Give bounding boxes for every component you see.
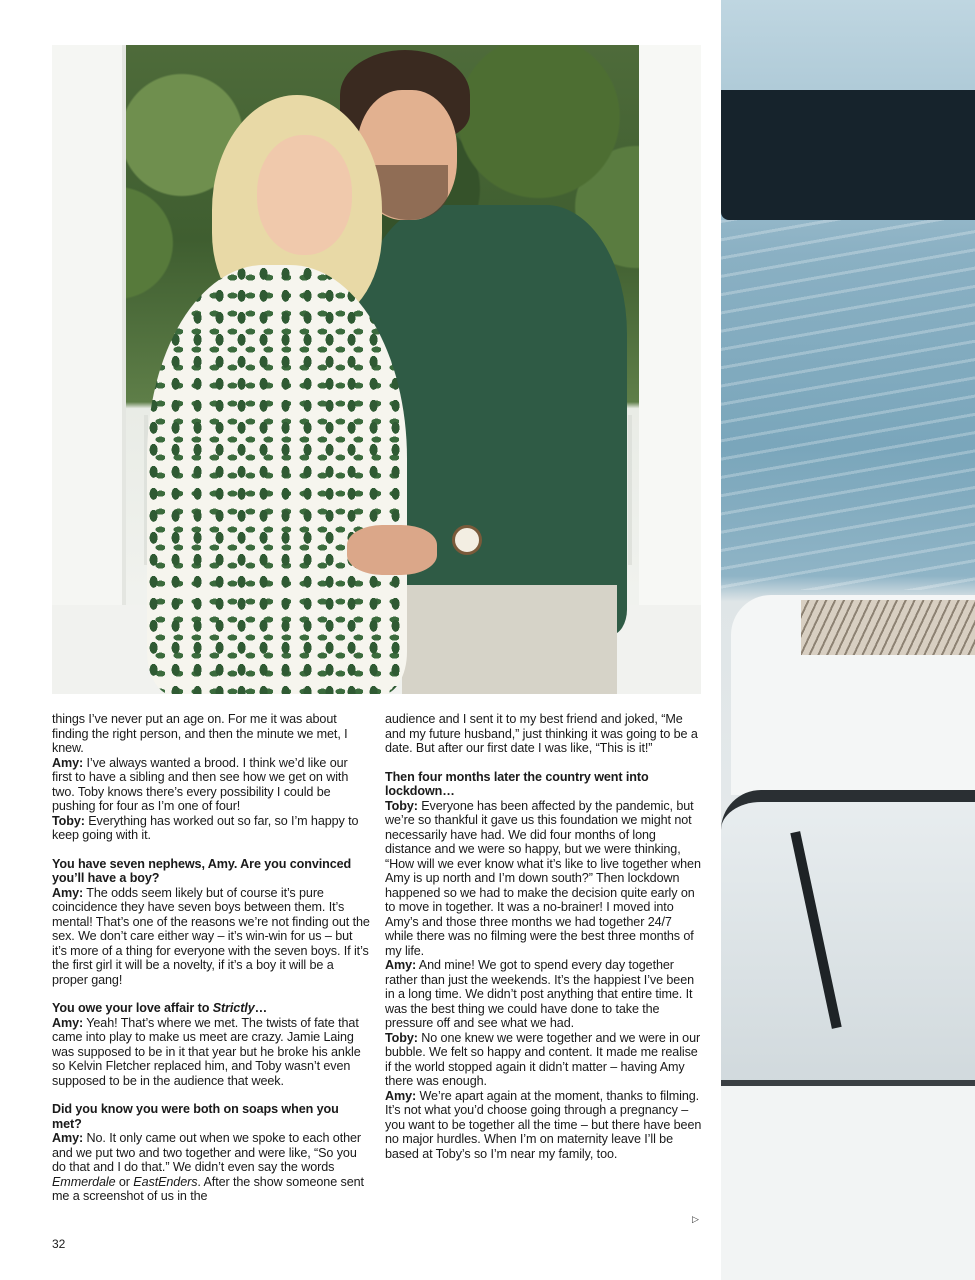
speaker-label: Amy: xyxy=(52,1131,84,1145)
answer-text: The odds seem likely but of course it’s pure coincidence they have seven boys between them. It’s mental! That’s one of the reasons we’re not finding out the sex. We don’t care either way – it’s win-win for us – but it’s more of a thing for everyone with the seven boys. If it’s the first girl it will be a novelty, if it’s a boy it will be a proper gang! xyxy=(52,885,370,987)
show-title: EastEnders xyxy=(133,1174,198,1189)
article-column-left xyxy=(52,712,370,1204)
question-heading xyxy=(52,1001,370,1016)
paragraph xyxy=(52,756,370,814)
woman-dress xyxy=(147,265,407,694)
answer-text: . After the show someone sent me a screenshot of us in the xyxy=(52,1174,364,1203)
question-text: You owe your love affair to xyxy=(52,1001,213,1015)
boat-hull xyxy=(721,1080,975,1280)
speaker-label: Amy: xyxy=(52,885,84,900)
paragraph xyxy=(385,958,703,1031)
speaker-label: Amy: xyxy=(52,1015,84,1030)
paragraph xyxy=(52,814,370,843)
page-number: 32 xyxy=(52,1237,66,1251)
answer-text: We’re apart again at the moment, thanks to filming. It’s not what you’d choose going through a pregnancy – you want to be together all the time – but there have been no major hurdles. When I’m on maternity leave I’ll be based at Toby’s so I’m near my family, too. xyxy=(385,1088,702,1161)
paragraph xyxy=(52,886,370,988)
paragraph xyxy=(52,1131,370,1204)
question-heading: You have seven nephews, Amy. Are you convinced you’ll have a boy? xyxy=(52,856,352,885)
window-frame-left xyxy=(52,45,126,605)
boat-cover xyxy=(721,90,975,220)
answer-text: No. It only came out when we spoke to each other and we put two and two together and were like, “So you do that and I do that.” We didn’t even say the words xyxy=(52,1131,362,1174)
paragraph xyxy=(385,1089,703,1162)
water xyxy=(721,220,975,590)
paragraph: things I’ve never put an age on. For me it was about finding the right person, and then the minute we met, I knew. xyxy=(52,712,348,755)
answer-text: No one knew we were together and we were in our bubble. We felt so happy and content. It made me realise if the world stopped again it didn’t matter – having Amy there was enough. xyxy=(385,1030,701,1088)
speaker-label: Amy: xyxy=(385,958,417,972)
man-trousers xyxy=(402,585,617,694)
couple-portrait-photo xyxy=(52,45,701,694)
question-heading: Then four months later the country went into lockdown… xyxy=(385,769,649,798)
answer-text: Everything has worked out so far, so I’m happy to keep going with it. xyxy=(52,813,359,842)
paragraph xyxy=(52,1016,370,1089)
answer-text: Everyone has been affected by the pandemic, but we’re so thankful it gave us this foundation we might not necessarily have had. We did four months of long distance and we were so happy, but we were thinking, “How will we ever know what it’s like to live together when Amy is up north and I’m down south?” Then lockdown happened so we had to make the decision quite early on to move in together. It was a no-brainer! I moved into Amy’s and those three months we had together 24/7 while there was no filming were the best three months of my life. xyxy=(385,798,701,958)
speaker-label: Toby: xyxy=(52,813,85,828)
question-heading: Did you know you were both on soaps when you met? xyxy=(52,1102,339,1131)
question-show-title: Strictly xyxy=(212,1001,255,1015)
speaker-label: Amy: xyxy=(385,1088,417,1103)
answer-text: And mine! We got to spend every day together rather than just the weekends. It’s the happiest I’ve been in a long time. We didn’t post anything that entire time. It was the best thing we could have done to take the pressure off and see what we had. xyxy=(385,958,695,1030)
article-column-right xyxy=(385,712,703,1161)
paragraph xyxy=(385,1031,703,1089)
woman-face xyxy=(257,135,352,255)
window-frame-right xyxy=(639,45,701,694)
answer-text: I’ve always wanted a brood. I think we’d like our first to have a sibling and then see how we get on with two. Toby knows there’s every possibility I could be pushing for four as I’m one of four! xyxy=(52,755,349,813)
question-ellipsis: … xyxy=(254,1001,268,1015)
boat-photo xyxy=(721,0,975,1280)
show-title: Emmerdale xyxy=(52,1174,116,1189)
hand xyxy=(347,525,437,575)
speaker-label: Toby: xyxy=(385,798,418,813)
speaker-label: Amy: xyxy=(52,755,84,770)
continue-arrow-icon: ▷ xyxy=(692,1214,699,1224)
paragraph xyxy=(385,799,703,959)
watch-icon xyxy=(452,525,482,555)
speaker-label: Toby: xyxy=(385,1030,418,1045)
answer-text: Yeah! That’s where we met. The twists of fate that came into play to make us meet are crazy. Jamie Laing was supposed to be in it that year but he broke his ankle so Kelvin Fletcher replaced him, and Toby wasn’t even supposed to be in the audience that week. xyxy=(52,1015,361,1088)
paragraph: audience and I sent it to my best friend and joked, “Me and my future husband,” just thinking it was going to be a date. But after our first date I was like, “This is it!” xyxy=(385,712,698,755)
teak-deck xyxy=(801,600,975,655)
answer-text: or xyxy=(115,1174,134,1189)
